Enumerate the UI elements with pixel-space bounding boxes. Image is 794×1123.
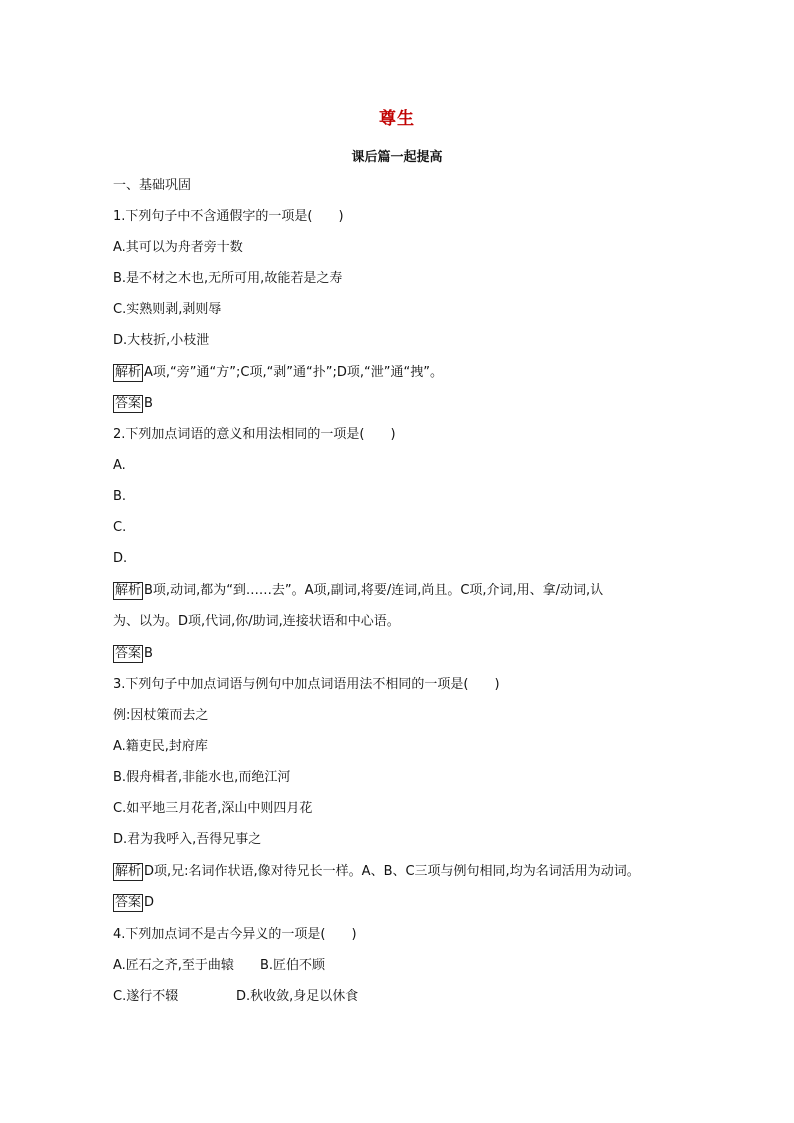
- question-1-stem: 1.下列句子中不含通假字的一项是( ): [113, 209, 344, 224]
- question-3-answer: [113, 894, 154, 912]
- analysis-text: B项,动词,都为“到……去”。A项,副词,将要/连词,尚且。C项,介词,用、拿/动词,认: [144, 583, 604, 598]
- question-2-analysis-cont: 为、以为。D项,代词,你/助词,连接状语和中心语。: [113, 614, 400, 629]
- question-3-analysis: [113, 863, 640, 881]
- question-1-option-b: B.是不材之木也,无所可用,故能若是之寿: [113, 271, 343, 286]
- answer-label: 答案: [115, 895, 142, 910]
- question-1-option-c: C.实熟则剥,剥则辱: [113, 302, 222, 317]
- question-1-analysis: [113, 364, 443, 382]
- question-3-option-a: A.籍吏民,封府库: [113, 739, 208, 754]
- question-4-option-b: B.匠伯不顾: [260, 958, 326, 973]
- document-subtitle: 课后篇一起提高: [351, 150, 443, 165]
- section-heading: 一、基础巩固: [113, 178, 192, 193]
- analysis-label: 解析: [115, 365, 142, 380]
- answer-label: 答案: [115, 396, 142, 411]
- question-2-option-a: A.: [113, 458, 126, 473]
- answer-label: 答案: [115, 646, 142, 661]
- question-2-option-c: C.: [113, 520, 127, 535]
- analysis-text: A项,“旁”通“方”;C项,“剥”通“扑”;D项,“泄”通“拽”。: [144, 365, 443, 380]
- answer-text: B: [144, 396, 153, 411]
- question-1-answer: [113, 395, 153, 413]
- question-4-option-d: D.秋收敛,身足以休食: [236, 989, 359, 1004]
- analysis-label: 解析: [115, 864, 142, 879]
- analysis-label: 解析: [115, 583, 142, 598]
- question-2-analysis: [113, 582, 603, 600]
- question-3-example: 例:因杖策而去之: [113, 708, 209, 723]
- question-4-stem: 4.下列加点词不是古今异义的一项是( ): [113, 927, 357, 942]
- answer-text: D: [144, 895, 155, 910]
- question-3-stem: 3.下列句子中加点词语与例句中加点词语用法不相同的一项是( ): [113, 677, 500, 692]
- question-2-stem: 2.下列加点词语的意义和用法相同的一项是( ): [113, 427, 396, 442]
- question-2-option-d: D.: [113, 551, 128, 566]
- question-3-option-b: B.假舟楫者,非能水也,而绝江河: [113, 770, 291, 785]
- question-2-option-b: B.: [113, 489, 127, 504]
- question-4-option-a: A.匠石之齐,至于曲辕: [113, 958, 234, 973]
- document-title: 尊生: [379, 109, 415, 129]
- question-1-option-d: D.大枝折,小枝泄: [113, 333, 210, 348]
- analysis-text: D项,兄:名词作状语,像对待兄长一样。A、B、C三项与例句相同,均为名词活用为动词。: [144, 864, 640, 879]
- question-4-option-c: C.遂行不辍: [113, 989, 179, 1004]
- question-3-option-c: C.如平地三月花者,深山中则四月花: [113, 801, 313, 816]
- question-2-answer: [113, 645, 153, 663]
- answer-text: B: [144, 646, 153, 661]
- question-1-option-a: A.其可以为舟者旁十数: [113, 240, 243, 255]
- question-3-option-d: D.君为我呼入,吾得兄事之: [113, 832, 262, 847]
